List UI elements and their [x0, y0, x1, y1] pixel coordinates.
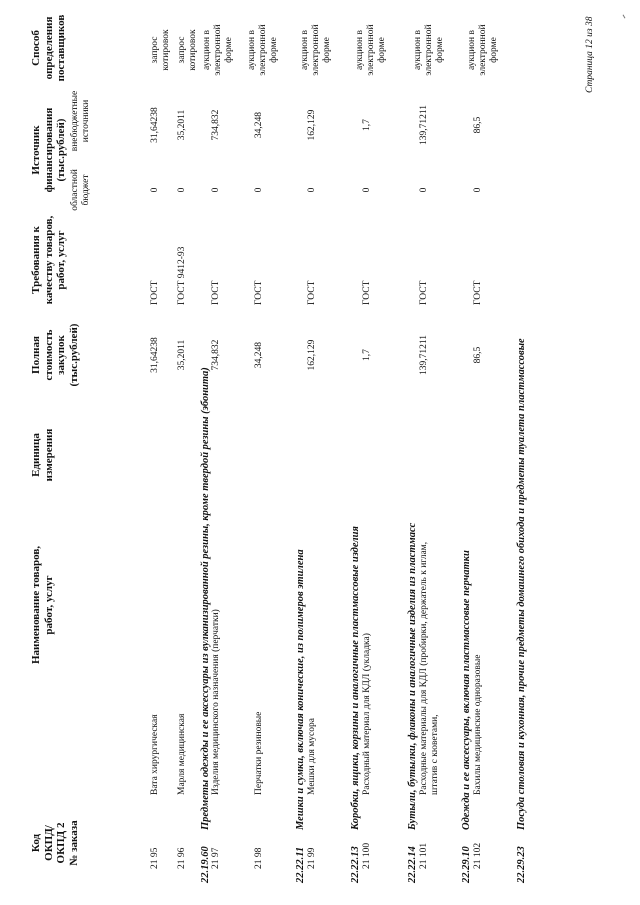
row-offbudget: 734,832 [211, 109, 221, 141]
row-requirement: ГОСТ [419, 280, 429, 305]
row-requirement: ГОСТ [307, 280, 317, 305]
row-code: 21 97 [211, 847, 221, 869]
row-method: запрос котировок [150, 29, 171, 71]
row-regional: 0 [419, 187, 429, 193]
row-offbudget: 1,7 [362, 119, 372, 131]
row-regional: 0 [177, 187, 187, 193]
row-requirement: ГОСТ 9412-93 [177, 246, 187, 305]
header-code: Код ОКПД/ ОКПД 2 № заказа [30, 820, 80, 866]
group-title: Мешки и сумки, включая конические, из полимеров этилена [295, 549, 306, 830]
header-method: Способ определения поставщиков [30, 14, 67, 82]
row-regional: 0 [211, 187, 221, 193]
row-cost: 35,2011 [177, 339, 187, 371]
row-regional: 0 [473, 187, 483, 193]
row-cost: 31,64238 [150, 337, 160, 373]
row-code: 21 100 [362, 842, 372, 869]
row-code: 21 102 [473, 842, 483, 869]
row-method: аукцион в электронной форме [202, 24, 234, 76]
row-offbudget: 35,2011 [177, 109, 187, 141]
row-requirement: ГОСТ [473, 280, 483, 305]
row-name: Перчатки резиновые [254, 711, 264, 795]
row-regional: 0 [254, 187, 264, 193]
row-method: запрос котировок [177, 29, 198, 71]
group-title: Бутыли, бутылки, флаконы и аналогичные изделия из пластмасс [407, 522, 418, 830]
row-name: Мешки для мусора [307, 718, 317, 795]
row-method: аукцион в электронной форме [355, 24, 387, 76]
row-cost: 34,248 [254, 341, 264, 369]
group-title: Посуда столовая и кухонная, прочие предметы домашнего обихода и предметы туалета пластмассовые [516, 338, 527, 830]
page-number: Страница 12 из 38 [585, 16, 595, 93]
header-source-offbudget: внебюджетные источники [70, 90, 91, 152]
row-code: 21 96 [177, 847, 187, 869]
row-cost: 139,71211 [419, 334, 429, 376]
row-regional: 0 [150, 187, 160, 193]
group-code: 22.22.11 [295, 846, 306, 883]
row-offbudget: 34,248 [254, 111, 264, 139]
row-method: аукцион в электронной форме [467, 24, 499, 76]
row-cost: 734,832 [211, 339, 221, 371]
row-code: 21 99 [307, 847, 317, 869]
group-code: 22.29.10 [461, 846, 472, 883]
row-name: Бахилы медицинские одноразовые [473, 654, 483, 795]
row-cost: 86,5 [473, 346, 483, 364]
group-code: 22.22.14 [407, 846, 418, 883]
row-cost: 162,129 [307, 339, 317, 371]
row-name: Расходные материалы для КДЛ (пробирки, держатель к иглам, штатив с кюветами, [419, 541, 440, 795]
group-code: 22.29.23 [516, 846, 527, 883]
header-name: Наименование товаров, работ, услуг [30, 545, 55, 665]
row-offbudget: 162,129 [307, 109, 317, 141]
row-requirement: ГОСТ [254, 280, 264, 305]
row-code: 21 101 [419, 842, 429, 869]
row-regional: 0 [362, 187, 372, 193]
row-regional: 0 [307, 187, 317, 193]
row-offbudget: 86,5 [473, 116, 483, 134]
group-code: 22.22.13 [350, 846, 361, 883]
header-unit: Единица измерения [30, 428, 55, 482]
row-name: Марля медицинская [177, 713, 187, 795]
group-code: 22.19.60 [200, 846, 211, 883]
row-offbudget: 31,64238 [150, 107, 160, 143]
header-source-regional: областной бюджет [70, 169, 91, 211]
row-name: Вата хирургическая [150, 714, 160, 795]
row-code: 21 95 [150, 847, 160, 869]
group-title: Предметы одежды и ее аксессуары из вулканизированной резины, кроме твердой резины (эбонита) [200, 367, 211, 830]
group-title: Коробки, ящики, корзины и аналогичные пластмассовые изделия [350, 526, 361, 830]
row-method: аукцион в электронной форме [300, 24, 332, 76]
row-requirement: ГОСТ [150, 280, 160, 305]
row-method: аукцион в электронной форме [247, 24, 279, 76]
row-requirement: ГОСТ [362, 280, 372, 305]
header-requirements: Требования к качеству товаров, работ, услуг [30, 215, 67, 305]
row-code: 21 98 [254, 847, 264, 869]
header-cost: Полная стоимость закупок (тыс.рублей) [30, 323, 80, 387]
row-requirement: ГОСТ [211, 280, 221, 305]
row-cost: 1,7 [362, 349, 372, 361]
header-source: Источник финансирования (тыс.рублей) [30, 107, 67, 193]
row-name: Расходный материал для КДЛ (укладка) [362, 633, 372, 795]
row-name: Изделия медицинского назначения (перчатки) [211, 609, 221, 795]
row-method: аукцион в электронной форме [413, 24, 445, 76]
group-title: Одежда и ее аксессуары, включая пластмассовые перчатки [461, 550, 472, 830]
row-offbudget: 139,71211 [419, 104, 429, 146]
